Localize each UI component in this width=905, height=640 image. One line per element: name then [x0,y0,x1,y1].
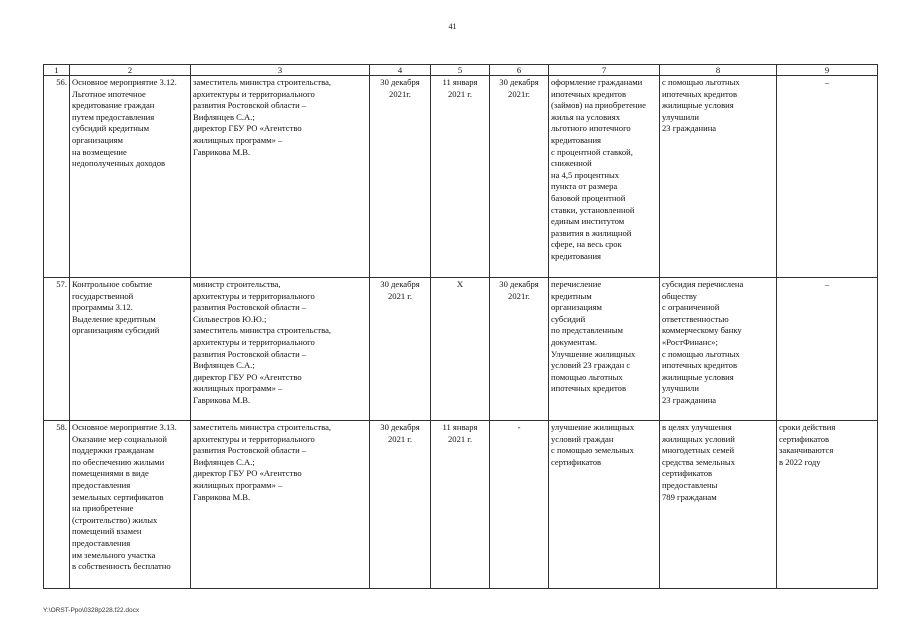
reasons: – [777,76,878,278]
row-number: 57. [44,278,70,421]
header-row [44,65,878,76]
header-col-9: 9 [777,65,878,76]
actual-date: - [490,421,549,589]
actual-date: 30 декабря 2021г. [490,278,549,421]
actual-result: с помощью льготных ипотечных кредитов жилищные условия улучшили 23 гражданина [660,76,777,278]
event-name: Основное мероприятие 3.13. Оказание мер социальной поддержки гражданам по обеспечению жилыми помещениями в виде предоставления земельных сертификатов на приобретение (строительство) жилых помещений взамен предоставления им земельного участка в собственность бесплатно [70,421,191,589]
responsible-executor: заместитель министра строительства, архитектуры и территориального развития Ростовской области – Вифлянцев С.А.; директор ГБУ РО «Агентство жилищных программ» – Гаврикова М.В. [191,76,370,278]
responsible-executor: министр строительства, архитектуры и территориального развития Ростовской области – Сильвестров Ю.Ю.; заместитель министра строительства, архитектуры и территориального развития Ростовской области – Вифлянцев С.А.; директор ГБУ РО «Агентство жилищных программ» – Гаврикова М.В. [191,278,370,421]
responsible-executor: заместитель министра строительства, архитектуры и территориального развития Ростовской области – Вифлянцев С.А.; директор ГБУ РО «Агентство жилищных программ» – Гаврикова М.В. [191,421,370,589]
planned-end: 11 января 2021 г. [431,76,490,278]
table-row [44,421,878,589]
expected-result: улучшение жилищных условий граждан с помощью земельных сертификатов [549,421,660,589]
reasons: – [777,278,878,421]
actual-result: в целях улучшения жилищных условий многодетных семей средства земельных сертификатов предоставлены 789 гражданам [660,421,777,589]
expected-result: оформление гражданами ипотечных кредитов (займов) на приобретение жилья на условиях льготного ипотечного кредитования с процентной ставкой, сниженной на 4,5 процентных пункта от размера базовой процентной ставки, установленной единым институтом развития в жилищной сфере, на весь срок кредитования [549,76,660,278]
report-table [43,64,878,589]
event-name: Основное мероприятие 3.12. Льготное ипотечное кредитование граждан путем предоставления субсидий кредитным организациям на возмещение недополученных доходов [70,76,191,278]
file-path-footer: Y:\ORST-Ppo\0328p228.f22.docx [43,607,140,614]
header-col-7: 7 [549,65,660,76]
reasons: сроки действия сертификатов заканчиваются в 2022 году [777,421,878,589]
planned-start: 30 декабря 2021г. [370,76,431,278]
row-number: 58. [44,421,70,589]
header-col-4: 4 [370,65,431,76]
planned-end: 11 января 2021 г. [431,421,490,589]
planned-end: X [431,278,490,421]
planned-start: 30 декабря 2021 г. [370,421,431,589]
header-col-3: 3 [191,65,370,76]
expected-result: перечисление кредитным организациям субсидий по представленным документам. Улучшение жилищных условий 23 граждан с помощью льготных ипотечных кредитов [549,278,660,421]
header-col-6: 6 [490,65,549,76]
header-col-5: 5 [431,65,490,76]
planned-start: 30 декабря 2021 г. [370,278,431,421]
row-number: 56. [44,76,70,278]
actual-result: субсидия перечислена обществу с ограниченной ответственностью коммерческому банку «РостФинанс»; с помощью льготных ипотечных кредитов жилищные условия улучшили 23 гражданина [660,278,777,421]
table-row [44,76,878,278]
header-col-2: 2 [70,65,191,76]
table-row [44,278,878,421]
page-number: 41 [448,22,457,31]
header-col-8: 8 [660,65,777,76]
header-col-1: 1 [44,65,70,76]
actual-date: 30 декабря 2021г. [490,76,549,278]
event-name: Контрольное событие государственной программы 3.12. Выделение кредитным организациям субсидий [70,278,191,421]
